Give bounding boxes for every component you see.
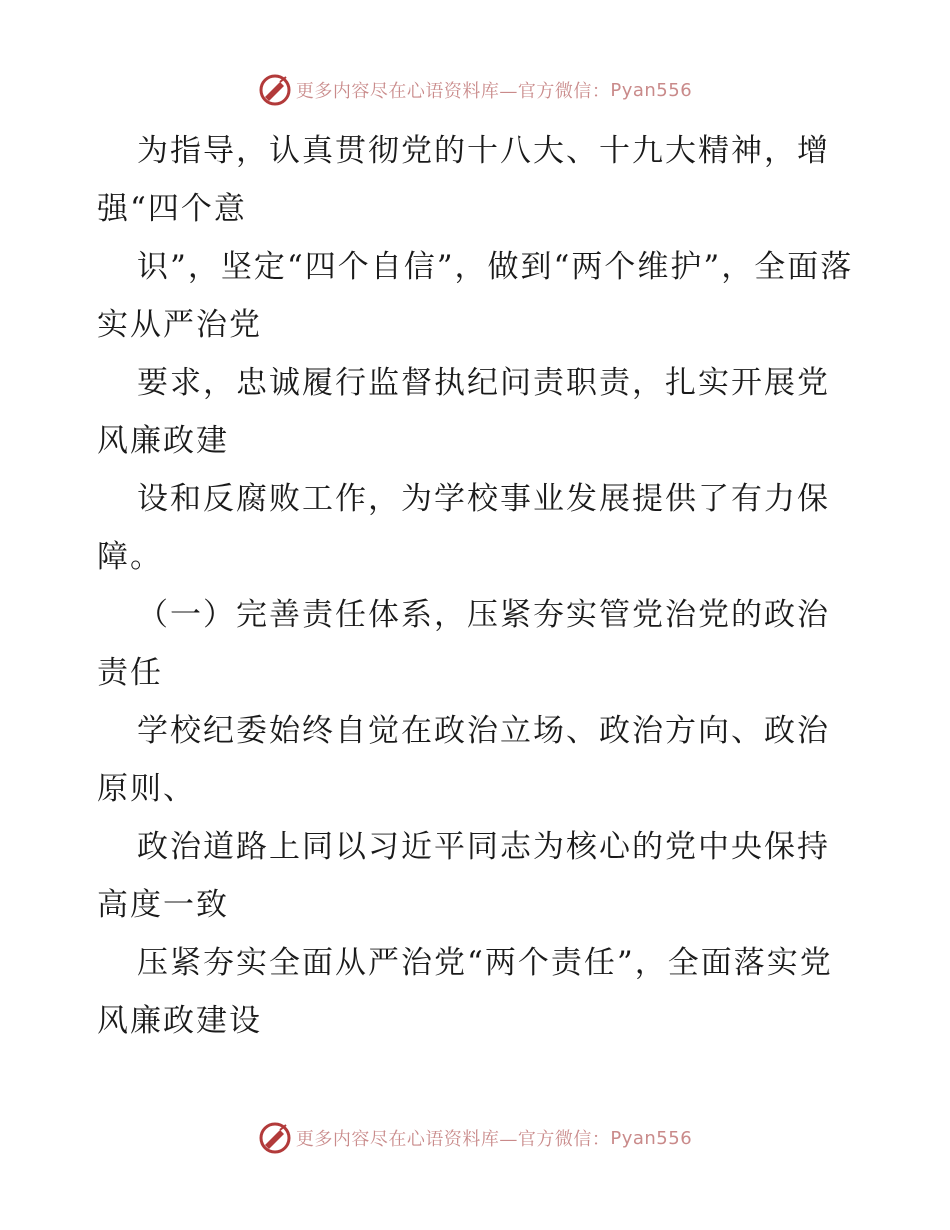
- header-watermark: [0, 70, 950, 110]
- pen-logo-icon: [258, 1121, 292, 1155]
- paragraph-7: 压紧夯实全面从严治党“两个责任”，全面落实党风廉政建设: [97, 945, 833, 1039]
- paragraph-2: 识”，坚定“四个自信”，做到“两个维护”，全面落实从严治党: [97, 249, 854, 343]
- paragraph-4: 设和反腐败工作，为学校事业发展提供了有力保障。: [97, 481, 830, 575]
- paragraph-6: 政治道路上同以习近平同志为核心的党中央保持高度一致: [97, 829, 830, 923]
- watermark-wechat-id: Pyan556: [610, 79, 693, 101]
- pen-logo-icon: [258, 73, 292, 107]
- paragraph-1: 为指导，认真贯彻党的十八大、十九大精神，增强“四个意: [97, 133, 830, 227]
- document-body: [97, 122, 857, 1050]
- watermark-wechat-id: Pyan556: [610, 1127, 693, 1149]
- section-heading-1: （一）完善责任体系，压紧夯实管党治党的政治责任: [97, 597, 830, 691]
- paragraph-5: 学校纪委始终自觉在政治立场、政治方向、政治原则、: [97, 713, 830, 807]
- watermark-text: 更多内容尽在心语资料库—官方微信：: [295, 1129, 611, 1150]
- paragraph-3: 要求，忠诚履行监督执纪问责职责，扎实开展党风廉政建: [97, 365, 830, 459]
- footer-watermark: [0, 1118, 950, 1158]
- watermark-text: 更多内容尽在心语资料库—官方微信：: [295, 81, 611, 102]
